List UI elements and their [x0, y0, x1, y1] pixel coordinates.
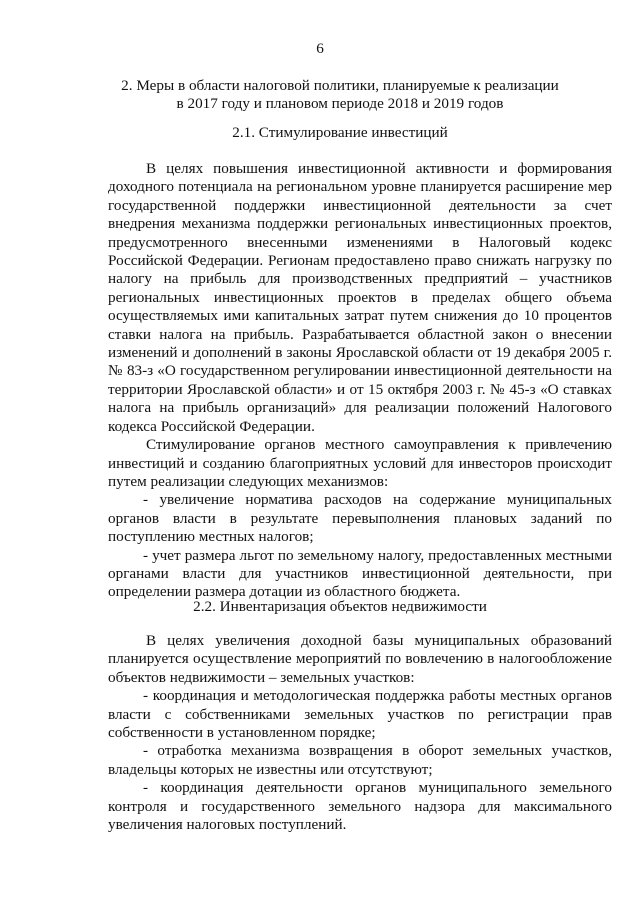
list-item: - увеличение норматива расходов на содержание муниципальных органов власти в результате перевыполнения плановых заданий по поступлению местных налогов; — [108, 491, 612, 546]
paragraph: В целях увеличения доходной базы муниципальных образований планируется осуществление мероприятий по вовлечению в налогообложение объектов недвижимости – земельных участков: — [108, 632, 612, 686]
list-item: - координация и методологическая поддержка работы местных органов власти с собственниками земельных участков по регистрации прав собственности в установленном порядке; — [108, 687, 612, 742]
section-2-1-heading: 2.1. Стимулирование инвестиций — [232, 124, 448, 141]
list-item: - отработка механизма возвращения в оборот земельных участков, владельцы которых не известны или отсутствуют; — [108, 742, 612, 778]
paragraph: В целях повышения инвестиционной активности и формирования доходного потенциала на региональном уровне планируется расширение мер государственной поддержки инвестиционной деятельности за счет внедрения механизма поддержки региональных инвестиционных проектов, предусмотренного внесенными изменениями в Налоговый кодекс Российской Федерации. Регионам предоставлено право снижать нагрузку по налогу на прибыль для производственных предприятий – участников региональных инвестиционных проектов в пределах общего объема осуществляемых ими капитальных затрат путем снижения до 10 процентов ставки налога на прибыль. Разрабатывается областной закон о внесении изменений и дополнений в законы Ярославской области от 19 декабря 2005 г. № 83-з «О государственном регулировании инвестиционной деятельности на территории Ярославской области» и от 15 октября 2003 г. № 45-з «О ставках налога на прибыль организаций» для реализации положений Налогового кодекса Российской Федерации. — [108, 160, 612, 435]
paragraph: Стимулирование органов местного самоуправления к привлечению инвестиций и созданию благоприятных условий для инвесторов происходит путем реализации следующих механизмов: — [108, 436, 612, 490]
list-item: - координация деятельности органов муниципального земельного контроля и государственного земельного надзора для максимального увеличения налоговых поступлений. — [108, 779, 612, 834]
page-number: 6 — [316, 40, 324, 57]
section-2-title-line-1: 2. Меры в области налоговой политики, планируемые к реализации — [121, 77, 559, 94]
section-2-1-body — [108, 160, 612, 602]
section-2-2-body — [108, 632, 612, 834]
section-2-title-line-2: в 2017 году и плановом периоде 2018 и 2019 годов — [176, 95, 504, 113]
section-2-heading — [96, 77, 584, 114]
list-item: - учет размера льгот по земельному налогу, предоставленных местными органами власти для участников инвестиционной деятельности, при определении размера дотации из областного бюджета. — [108, 546, 612, 601]
section-2-2-heading: 2.2. Инвентаризация объектов недвижимости — [193, 598, 487, 615]
